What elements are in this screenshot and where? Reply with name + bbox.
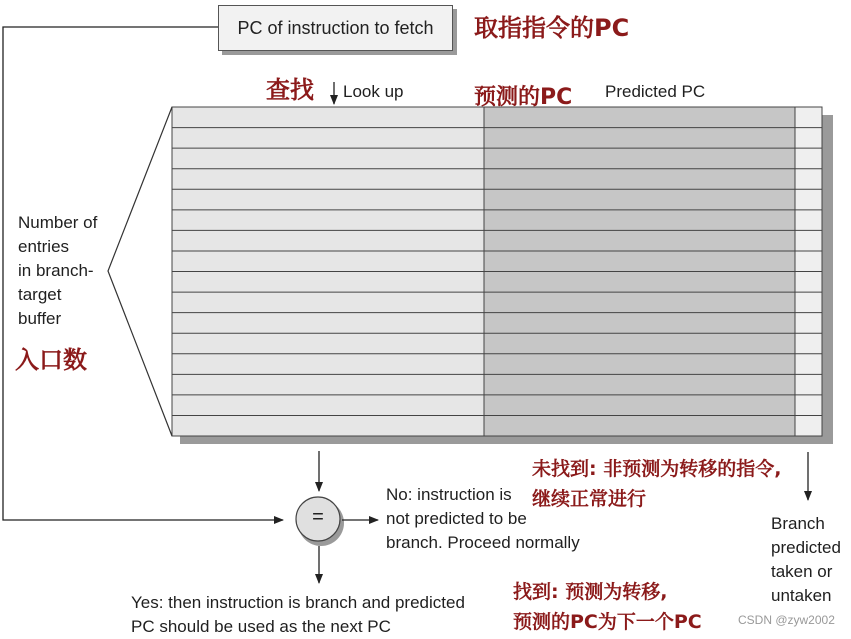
cn-lookup-label: 查找 — [266, 76, 314, 104]
cn-entries-label: 入口数 — [15, 346, 87, 374]
watermark: CSDN @zyw2002 — [738, 613, 835, 627]
entries-label — [18, 211, 97, 331]
branch-text-line: predicted — [771, 538, 841, 557]
no-text-line: not predicted to be — [386, 509, 527, 528]
entries-brace — [108, 107, 172, 436]
branch-text-line: Branch — [771, 514, 825, 533]
no-text — [386, 483, 580, 555]
yes-text-line: Yes: then instruction is branch and predicted — [131, 593, 465, 612]
yes-text — [131, 591, 465, 639]
branch-text-line: taken or — [771, 562, 833, 581]
cn-pc-fetch-label: 取指指令的PC — [474, 14, 630, 42]
cn-not-found-line2: 继续正常进行 — [532, 488, 647, 510]
comparator-symbol: = — [312, 506, 324, 528]
no-text-line: branch. Proceed normally — [386, 533, 580, 552]
pc-to-fetch-box — [218, 5, 453, 51]
pc-to-fetch-label: PC of instruction to fetch — [237, 17, 434, 38]
entries-line: in branch- — [18, 261, 94, 280]
yes-text-line: PC should be used as the next PC — [131, 617, 391, 636]
entries-line: Number of — [18, 213, 98, 232]
cn-found-line2: 预测的PC为下一个PC — [513, 611, 702, 633]
entries-line: entries — [18, 237, 70, 256]
cn-found-line1: 找到: 预测为转移, — [513, 581, 668, 603]
cn-not-found-line1: 未找到: 非预测为转移的指令, — [532, 458, 782, 480]
branch-text-line: untaken — [771, 586, 832, 605]
lookup-label: Look up — [343, 82, 404, 101]
entries-line: target — [18, 285, 62, 304]
no-text-line: No: instruction is — [386, 485, 512, 504]
predicted-pc-label: Predicted PC — [605, 82, 706, 101]
entries-line: buffer — [18, 309, 62, 328]
cn-predicted-pc-label: 预测的PC — [474, 85, 573, 110]
branch-prediction-text — [771, 512, 841, 608]
